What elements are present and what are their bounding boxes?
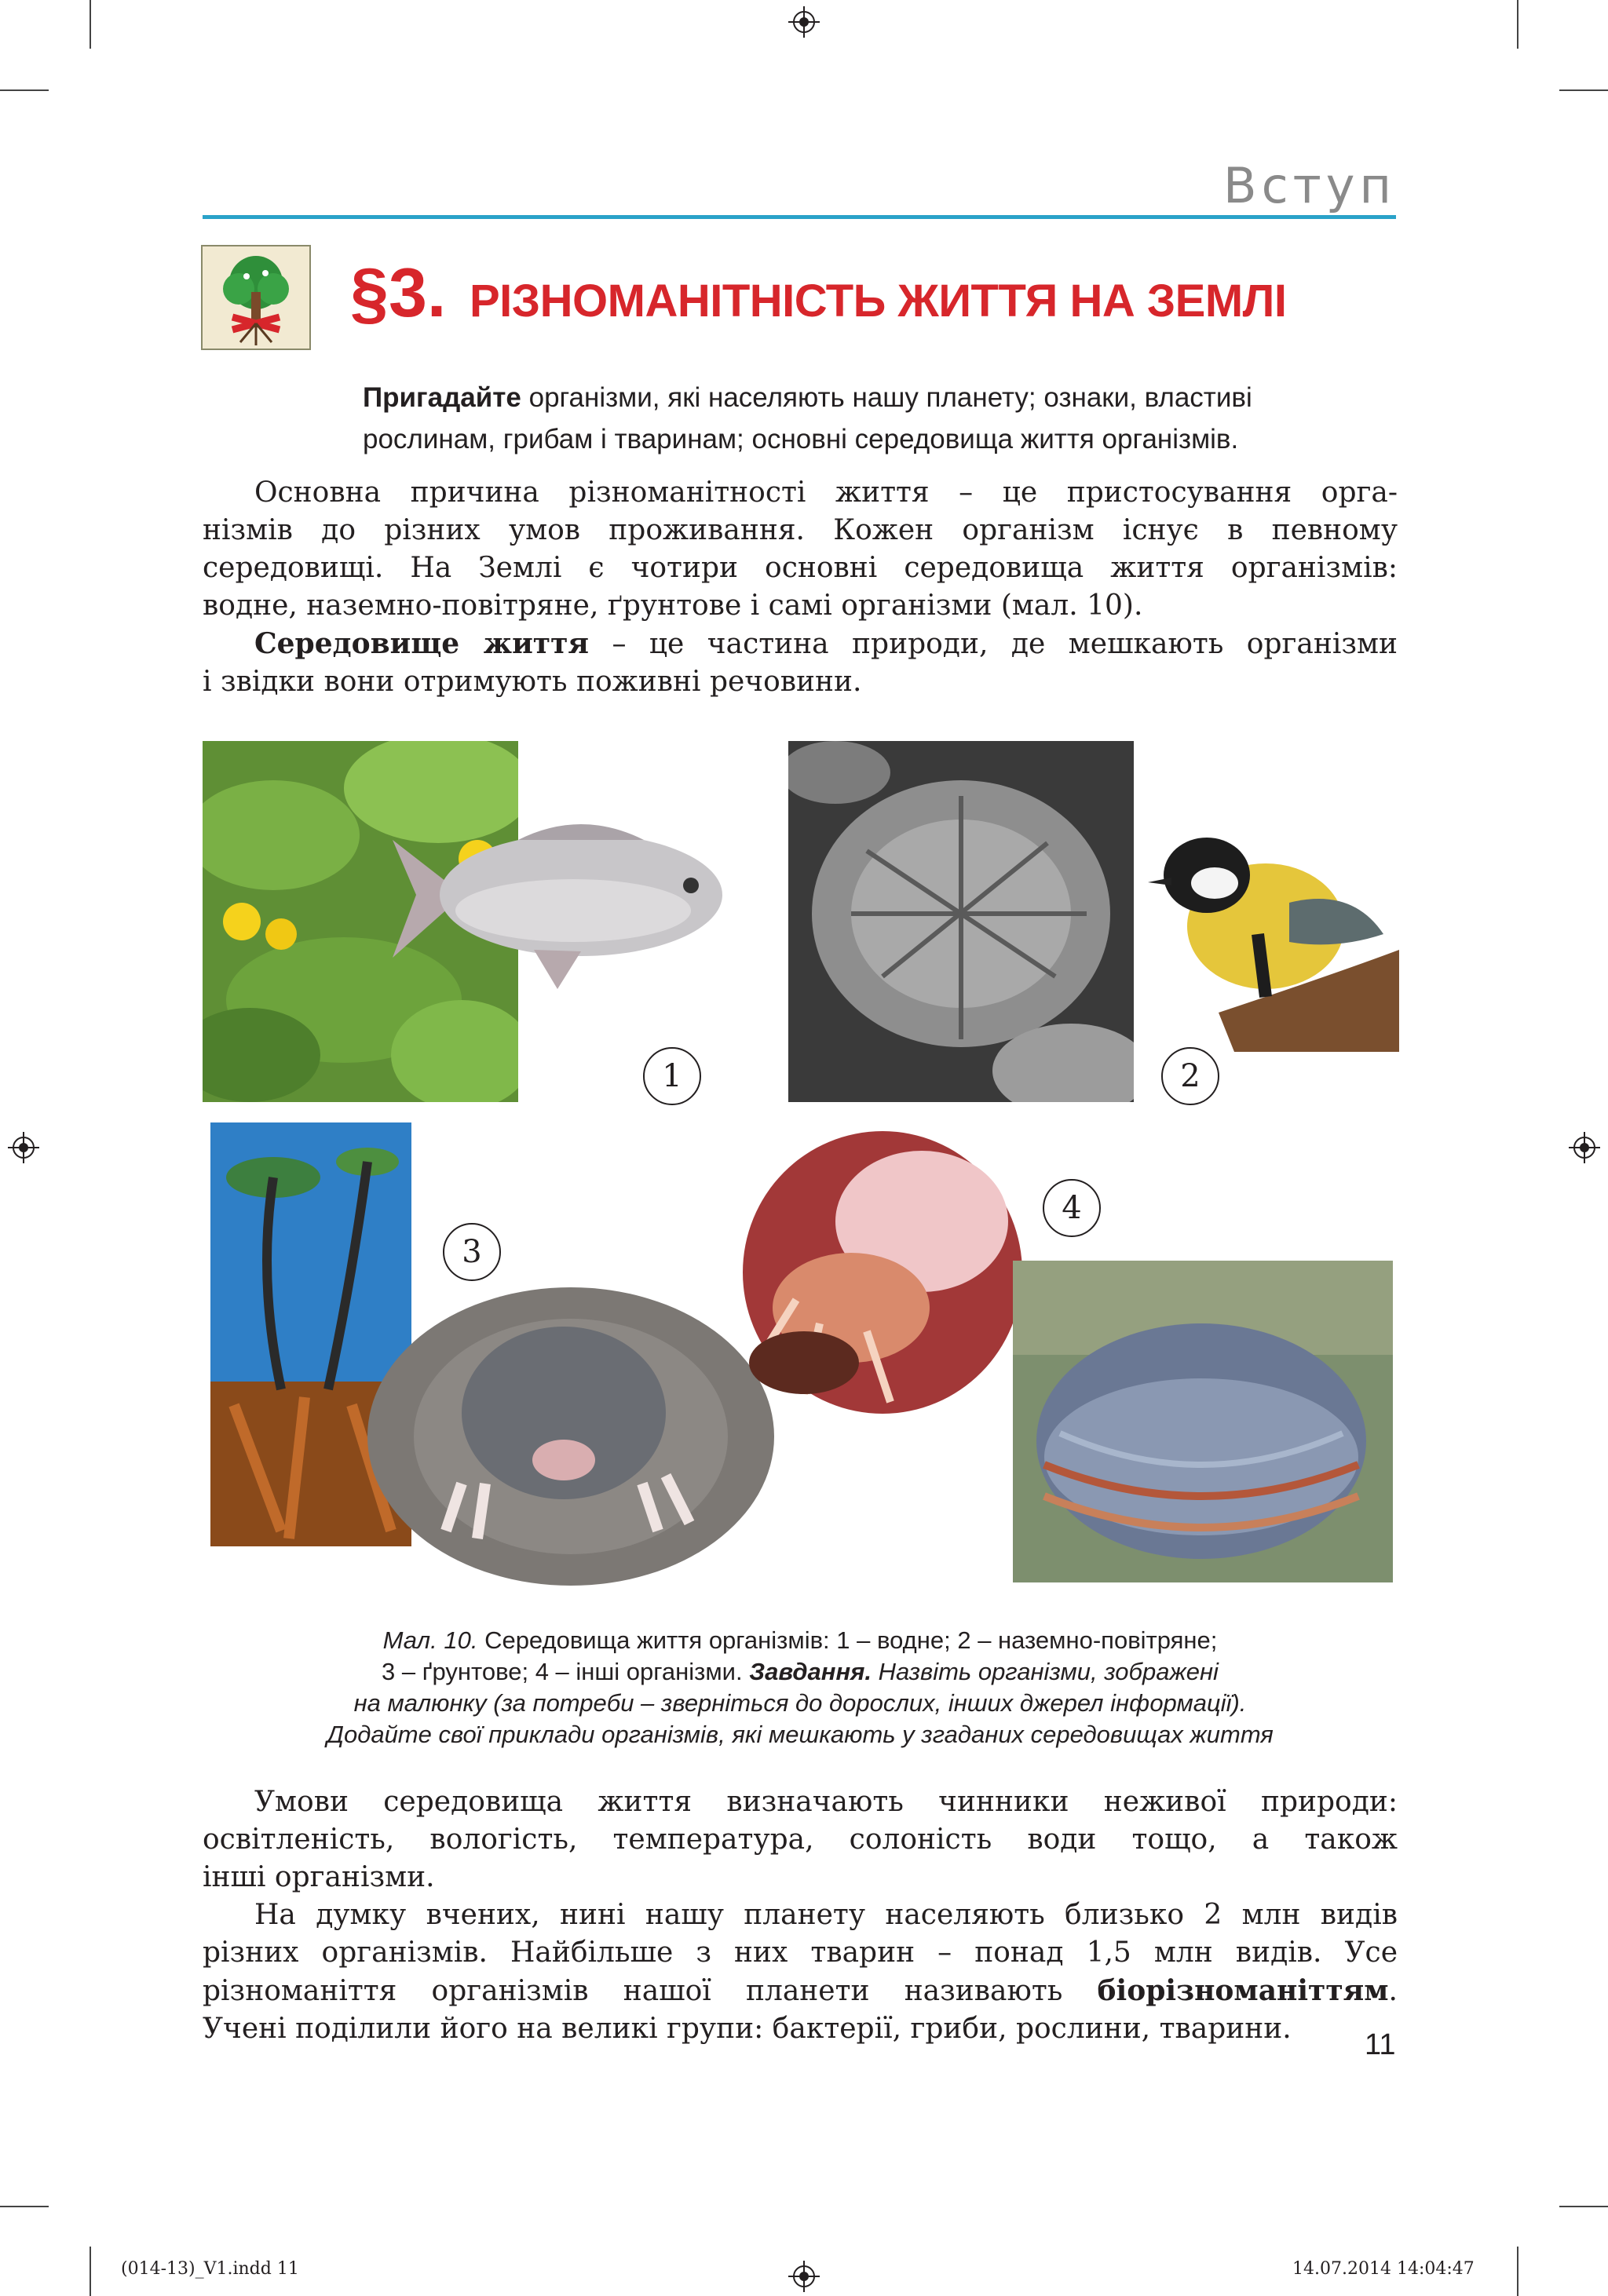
registration-mark-icon xyxy=(788,6,820,38)
page-number: 11 xyxy=(1365,2028,1396,2061)
tinder-fungus-photo xyxy=(1013,1261,1393,1582)
crop-mark xyxy=(1559,89,1608,91)
tree-icon xyxy=(201,245,311,350)
text-line: інші організми. xyxy=(203,1861,435,1893)
recall-text: рослинам, грибам і тваринам; основні середовища життя організмів. xyxy=(363,424,1239,454)
page-title: РІЗНОМАНІТНІСТЬ ЖИТТЯ НА ЗЕМЛІ xyxy=(470,276,1287,327)
key-term: біорізноманіттям xyxy=(1097,1974,1389,2007)
caption-text: Додайте свої приклади організмів, які мешкають у згаданих середовищах життя xyxy=(327,1721,1274,1748)
registration-mark-icon xyxy=(1569,1132,1600,1163)
caption-text: Назвіть організми, зображені xyxy=(872,1658,1219,1685)
recall-lead: Пригадайте xyxy=(363,382,521,413)
recall-block xyxy=(363,377,1398,460)
crop-mark xyxy=(90,0,91,49)
text-line: і звідки вони отримують поживні речовини. xyxy=(203,666,862,698)
registration-mark-icon xyxy=(8,1132,39,1163)
text-fragment: . xyxy=(1388,1975,1398,2007)
body-paragraph xyxy=(203,1783,1398,2048)
text-line: Учені поділили його на великі групи: бактерії, гриби, рослини, тварини. xyxy=(203,2013,1292,2045)
fish-photo xyxy=(377,809,769,997)
text-fragment: різноманіття організмів нашої планети називають xyxy=(203,1975,1098,2007)
figure-label-1: 1 xyxy=(643,1047,701,1105)
paragraph-number: §3. xyxy=(350,254,447,331)
definition-text: – це частина природи, де мешкають організми xyxy=(589,628,1398,660)
section-label: Вступ xyxy=(1223,157,1396,214)
text-line: середовищі. На Землі є чотири основні середовища життя організмів: xyxy=(203,552,1398,584)
crop-mark xyxy=(0,89,49,91)
recall-text: організми, які населяють нашу планету; ознаки, властиві xyxy=(521,382,1252,413)
text-line: На думку вчених, нині нашу планету населяють близько 2 млн видів xyxy=(254,1899,1398,1931)
registration-mark-icon xyxy=(788,2261,820,2292)
header-rule xyxy=(203,215,1396,219)
print-slug-left: (014-13)_V1.indd 11 xyxy=(121,2259,299,2279)
figure-label-2: 2 xyxy=(1161,1047,1219,1105)
figure-label-3: 3 xyxy=(443,1223,501,1281)
caption-text: на малюнку (за потреби – зверніться до дорослих, інших джерел інформації). xyxy=(353,1689,1247,1717)
crop-mark xyxy=(1559,2206,1608,2207)
definition-term: Середовище життя xyxy=(254,627,590,660)
figure-caption xyxy=(203,1625,1398,1750)
text-line: Умови середовища життя визначають чинники неживої природи: xyxy=(254,1786,1398,1818)
text-line: водне, наземно-повітряне, ґрунтове і самі організми (мал. 10). xyxy=(203,590,1143,622)
hermit-crab-photo xyxy=(733,1127,1032,1418)
crop-mark xyxy=(0,2206,49,2207)
text-line: різних організмів. Найбільше з них тварин – понад 1,5 млн видів. Усе xyxy=(203,1936,1398,1969)
text-line: Основна причина різноманітності життя – це пристосування орга- xyxy=(254,476,1398,509)
caption-text: 3 – ґрунтове; 4 – інші організми. xyxy=(382,1658,750,1685)
caption-text: Середовища життя організмів: 1 – водне; 2 – наземно-повітряне; xyxy=(477,1626,1218,1654)
text-line: нізмів до різних умов проживання. Кожен організм існує в певному xyxy=(203,514,1398,546)
bird-photo xyxy=(1140,816,1399,1052)
figure-label-4: 4 xyxy=(1043,1179,1101,1237)
crop-mark xyxy=(1517,0,1518,49)
crop-mark xyxy=(90,2247,91,2296)
text-line: освітленість, вологість, температура, солоність води тощо, а також xyxy=(203,1823,1398,1856)
crop-mark xyxy=(1517,2247,1518,2296)
caption-ref: Мал. 10. xyxy=(382,1626,478,1654)
text-line xyxy=(203,1972,1398,2010)
definition-line xyxy=(203,625,1398,663)
intro-paragraph xyxy=(203,474,1398,701)
mole-photo xyxy=(367,1287,774,1586)
print-slug-right: 14.07.2014 14:04:47 xyxy=(1292,2259,1475,2279)
lichen-photo xyxy=(788,741,1134,1102)
caption-task-label: Завдання. xyxy=(749,1658,872,1685)
